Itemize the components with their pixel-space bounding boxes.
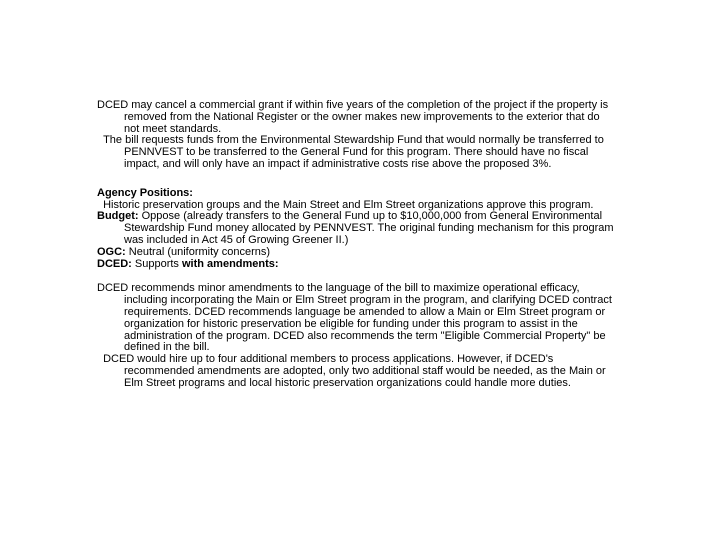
budget-position <box>97 211 617 246</box>
funding-source-paragraph <box>97 135 617 170</box>
funding-source-text: The bill requests funds from the Environmental Stewardship Fund that would normally be transferred to PENNVEST to be transferred to the General Fund for this program. There should have no fiscal impact, and will only have an impact if administrative costs rise above the proposed 3%. <box>103 134 604 170</box>
dced-staffing-paragraph <box>97 354 617 389</box>
grant-cancellation-paragraph: DCED may cancel a commercial grant if within five years of the completion of the project if the property is removed from the National Register or the owner makes new improvements to the exterior that do not meet standards. <box>97 99 609 135</box>
budget-text: Oppose (already transfers to the General Fund up to $10,000,000 from General Environmental Stewardship Fund money allocated by PENNVEST. The original funding mechanism for this program was included in Act 45 of Growing Greener II.) <box>124 210 614 246</box>
historic-preservation-text: Historic preservation groups and the Main Street and Elm Street organizations approve this program. <box>103 198 594 211</box>
ogc-label: OGC: <box>97 245 126 258</box>
dced-staffing-text: DCED would hire up to four additional members to process applications. However, if DCED's recommended amendments are adopted, only two additional staff would be needed, as the Main or Elm Street programs and local historic preservation organizations could handle more duties. <box>103 353 606 389</box>
dced-recommendations-paragraph: DCED recommends minor amendments to the language of the bill to maximize operational efficacy, including incorporating the Main or Elm Street program in the program, and clarifying DCED contract requirements. DCED recommends language be amended to allow a Main or Elm Street program or organization for historic preservation be eligible for funding under this program to assist in the administration of the program. DCED also recommends the term "Eligible Commercial Property" be defined in the bill. <box>97 282 612 354</box>
dced-label: DCED: <box>97 257 132 270</box>
dced-text: Supports <box>134 257 179 270</box>
spacer <box>97 171 617 188</box>
budget-label: Budget: <box>97 210 139 223</box>
dced-position <box>97 259 617 271</box>
document-body <box>97 100 617 390</box>
agency-positions-heading-text: Agency Positions: <box>97 186 193 199</box>
dced-amendments-label: with amendments: <box>182 257 279 270</box>
ogc-text: Neutral (uniformity concerns) <box>128 245 271 258</box>
